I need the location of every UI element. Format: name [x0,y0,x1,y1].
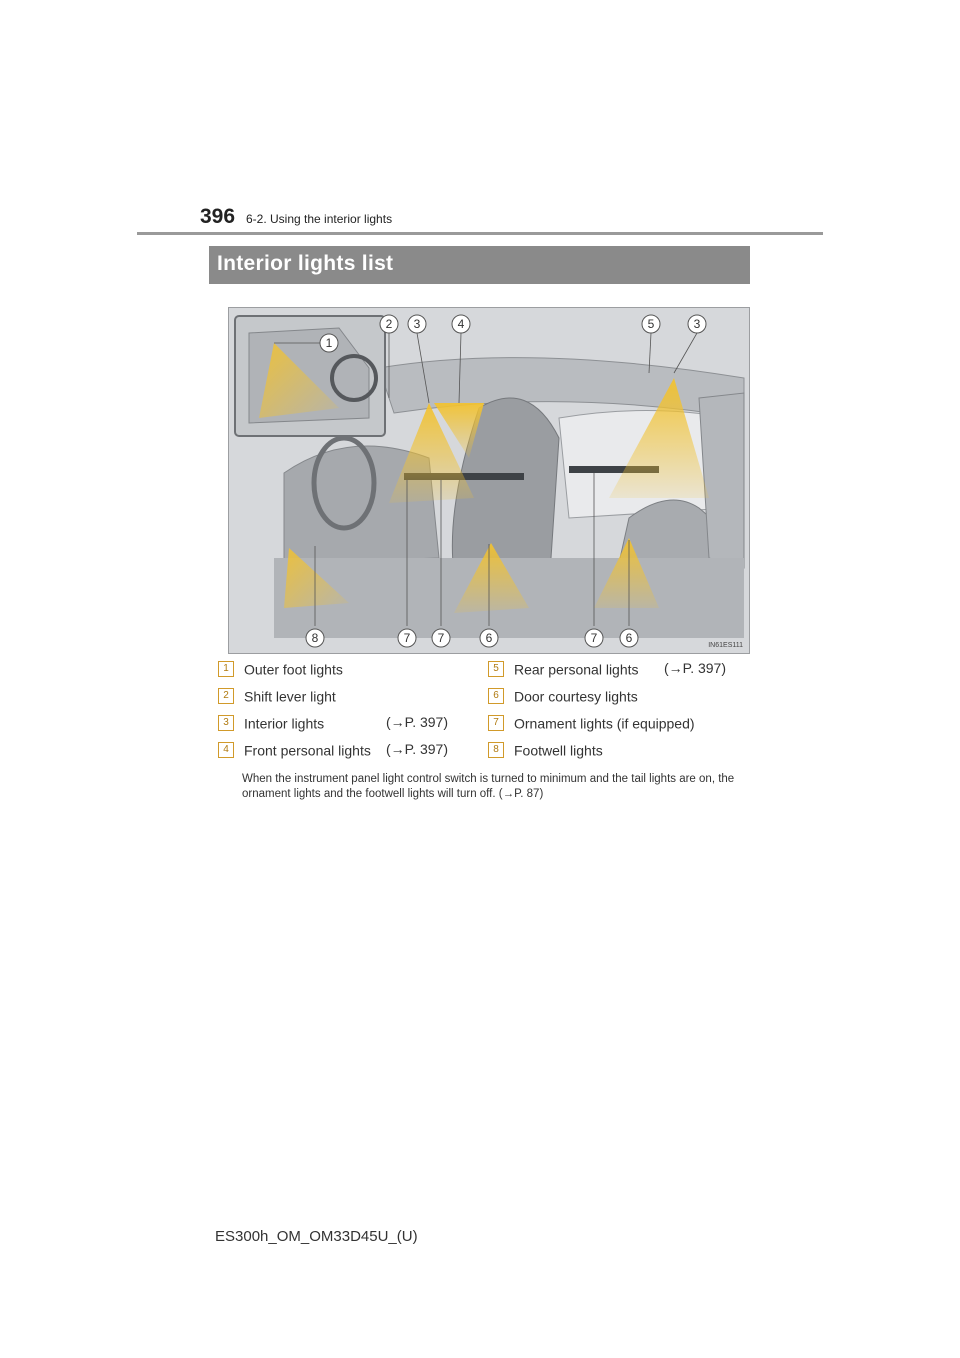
item-label: Outer foot lights [244,661,343,678]
list-item [488,714,695,734]
callout-3 [688,315,706,333]
item-number-badge: 2 [218,688,234,704]
item-number-badge: 8 [488,742,504,758]
svg-text:8: 8 [311,631,319,645]
page-reference: (→P. 397) [386,714,448,730]
svg-text:6: 6 [485,631,493,645]
callout-1 [320,334,338,352]
svg-text:3: 3 [413,317,421,331]
callout-7 [585,629,603,647]
list-item [488,687,638,707]
svg-text:2: 2 [385,317,393,331]
footer-code: ES300h_OM_OM33D45U_(U) [215,1228,418,1245]
svg-text:7: 7 [403,631,411,645]
page-reference: (→P. 397) [664,660,726,676]
svg-text:1: 1 [325,336,333,350]
note-text: When the instrument panel light control switch is turned to minimum and the tail lights are on, the ornament lights and the footwell lights will turn off. (→P. 87) [242,773,735,800]
item-number-badge: 1 [218,661,234,677]
callout-numbers [229,308,750,654]
list-item [488,660,758,680]
svg-text:4: 4 [457,317,465,331]
callout-6 [480,629,498,647]
item-number-badge: 6 [488,688,504,704]
svg-text:6: 6 [625,631,633,645]
list-item [218,714,468,734]
svg-text:5: 5 [647,317,655,331]
callout-7 [432,629,450,647]
callout-4 [452,315,470,333]
section-title: 6-2. Using the interior lights [246,212,393,226]
list-item [488,741,603,761]
list-item [218,687,336,707]
page-title: Interior lights list [217,252,394,275]
section-banner [209,246,750,284]
item-label: Front personal lights [244,742,371,759]
list-item [218,741,468,761]
interior-lights-diagram [228,307,750,654]
item-number-badge: 7 [488,715,504,731]
item-label: Door courtesy lights [514,688,638,705]
page-reference: (→P. 397) [386,741,448,757]
item-label: Rear personal lights [514,661,639,678]
item-label: Shift lever light [244,688,336,705]
svg-text:7: 7 [437,631,445,645]
svg-text:7: 7 [590,631,598,645]
callout-6 [620,629,638,647]
item-label: Ornament lights (if equipped) [514,715,695,732]
callout-2 [380,315,398,333]
callout-3 [408,315,426,333]
item-number-badge: 5 [488,661,504,677]
item-number-badge: 3 [218,715,234,731]
item-label: Interior lights [244,715,325,732]
callout-8 [306,629,324,647]
page-number: 396 [200,205,236,228]
figure-code: IN61ES111 [708,642,743,649]
callout-5 [642,315,660,333]
list-item [218,660,343,680]
header-rule [137,232,823,235]
callout-7 [398,629,416,647]
item-label: Footwell lights [514,742,603,759]
item-number-badge: 4 [218,742,234,758]
svg-text:3: 3 [693,317,701,331]
